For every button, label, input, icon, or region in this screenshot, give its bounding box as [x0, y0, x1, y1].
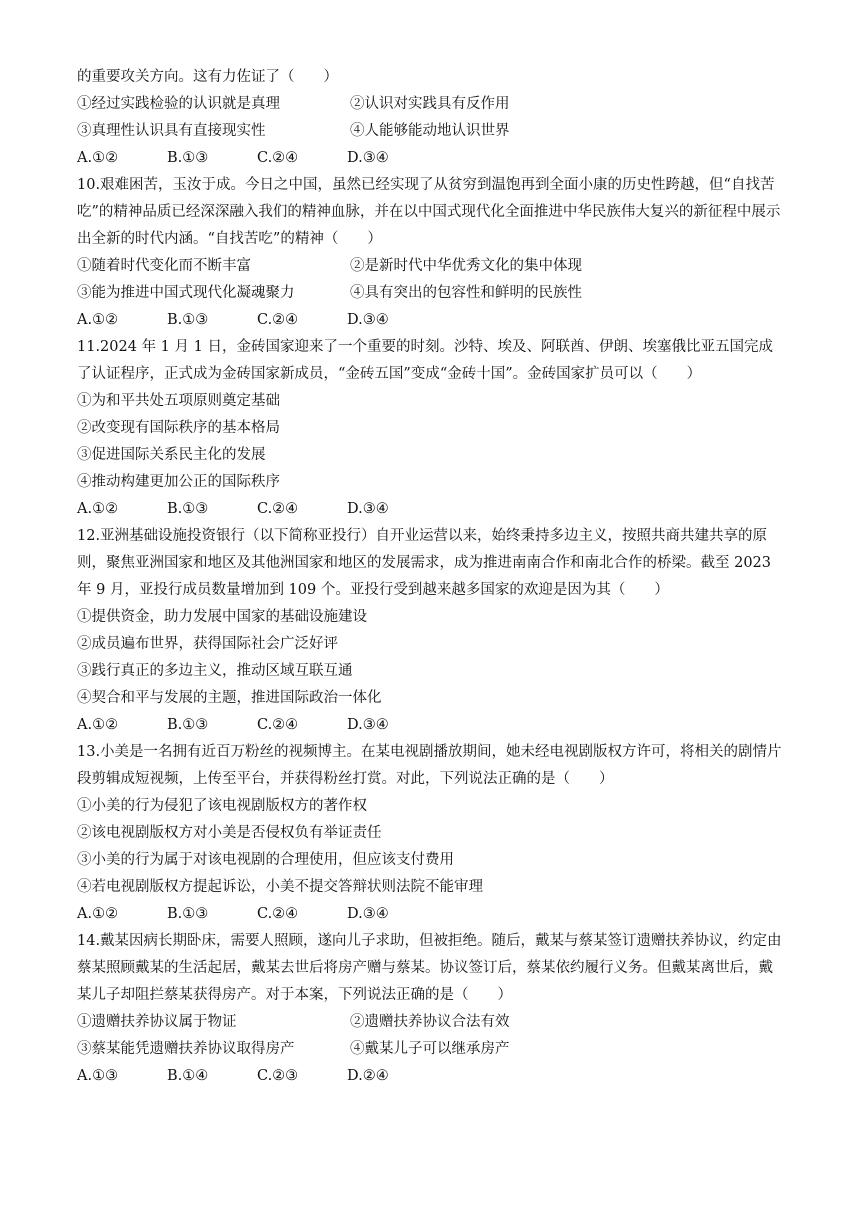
question-12	[77, 523, 787, 739]
option-4: ④若电视剧版权方提起诉讼，小美不提交答辩状则法院不能审理	[77, 879, 483, 895]
question-stem: 12.亚洲基础设施投资银行（以下简称亚投行）自开业运营以来，始终秉持多边主义，按照共商共建共享的原则，聚焦亚洲国家和地区及其他洲国家和地区的发展需求，成为推进南南合作和南北合作的桥梁。截至 2023 年 9 月，亚投行成员数量增加到 109 个。亚投行受到越来越多国家的欢迎是因为其（ ）	[77, 528, 772, 598]
answer-c: C.②④	[257, 717, 299, 733]
question-9	[77, 64, 787, 172]
question-14	[77, 928, 787, 1090]
answer-d: D.③④	[347, 312, 389, 328]
answer-a: A.①③	[77, 1068, 119, 1084]
answer-c: C.②④	[257, 501, 299, 517]
answer-b: B.①③	[167, 312, 209, 328]
option-4: ④具有突出的包容性和鲜明的民族性	[350, 285, 582, 301]
option-3: ③真理性认识具有直接现实性	[77, 123, 266, 139]
option-list	[77, 91, 787, 145]
answer-d: D.③④	[347, 717, 389, 733]
answer-choices	[77, 496, 787, 523]
answer-a: A.①②	[77, 312, 119, 328]
option-list	[77, 388, 787, 496]
question-13	[77, 739, 787, 928]
answer-choices	[77, 307, 787, 334]
option-4: ④人能够能动地认识世界	[350, 123, 510, 139]
answer-b: B.①③	[167, 717, 209, 733]
option-1: ①为和平共处五项原则奠定基础	[77, 393, 280, 409]
answer-b: B.①③	[167, 150, 209, 166]
answer-choices	[77, 901, 787, 928]
answer-a: A.①②	[77, 501, 119, 517]
answer-d: D.③④	[347, 150, 389, 166]
question-stem: 的重要攻关方向。这有力佐证了（ ）	[77, 69, 338, 85]
option-2: ②认识对实践具有反作用	[350, 96, 510, 112]
question-stem: 13.小美是一名拥有近百万粉丝的视频博主。在某电视剧播放期间，她未经电视剧版权方许可，将相关的剧情片段剪辑成短视频，上传至平台，并获得粉丝打赏。对此，下列说法正确的是（ ）	[77, 744, 782, 787]
option-1: ①遗赠扶养协议属于物证	[77, 1014, 237, 1030]
option-2: ②遗赠扶养协议合法有效	[350, 1014, 510, 1030]
answer-a: A.①②	[77, 150, 119, 166]
answer-b: B.①③	[167, 501, 209, 517]
answer-a: A.①②	[77, 906, 119, 922]
option-1: ①小美的行为侵犯了该电视剧版权方的著作权	[77, 798, 367, 814]
option-3: ③蔡某能凭遗赠扶养协议取得房产	[77, 1041, 295, 1057]
question-10	[77, 172, 787, 334]
answer-choices	[77, 145, 787, 172]
answer-choices	[77, 1063, 787, 1090]
answer-c: C.②④	[257, 312, 299, 328]
option-3: ③小美的行为属于对该电视剧的合理使用，但应该支付费用	[77, 852, 454, 868]
option-4: ④契合和平与发展的主题，推进国际政治一体化	[77, 690, 382, 706]
question-stem: 11.2024 年 1 月 1 日，金砖国家迎来了一个重要的时刻。沙特、埃及、阿联酋、伊朗、埃塞俄比亚五国完成了认证程序，正式成为金砖国家新成员，“金砖五国”变成“金砖十国”。金砖国家扩员可以（ ）	[77, 339, 773, 382]
answer-c: C.②④	[257, 150, 299, 166]
answer-b: B.①③	[167, 906, 209, 922]
option-list	[77, 1009, 787, 1063]
option-4: ④推动构建更加公正的国际秩序	[77, 474, 280, 490]
option-3: ③能为推进中国式现代化凝魂聚力	[77, 285, 295, 301]
option-list	[77, 604, 787, 712]
option-2: ②改变现有国际秩序的基本格局	[77, 420, 280, 436]
question-stem: 14.戴某因病长期卧床，需要人照顾，遂向儿子求助，但被拒绝。随后，戴某与蔡某签订遗赠扶养协议，约定由蔡某照顾戴某的生活起居，戴某去世后将房产赠与蔡某。协议签订后，蔡某依约履行义务。但戴某离世后，戴某儿子却阻拦蔡某获得房产。对于本案，下列说法正确的是（ ）	[77, 933, 782, 1003]
option-4: ④戴某儿子可以继承房产	[350, 1041, 510, 1057]
option-3: ③践行真正的多边主义，推动区域互联互通	[77, 663, 353, 679]
answer-c: C.②④	[257, 906, 299, 922]
option-2: ②该电视剧版权方对小美是否侵权负有举证责任	[77, 825, 382, 841]
option-list	[77, 793, 787, 901]
question-stem: 10.艰难困苦，玉汝于成。今日之中国，虽然已经实现了从贫穷到温饱再到全面小康的历史性跨越，但“自找苦吃”的精神品质已经深深融入我们的精神血脉，并在以中国式现代化全面推进中华民族伟大复兴的新征程中展示出全新的时代内涵。“自找苦吃”的精神（ ）	[77, 177, 781, 247]
answer-d: D.③④	[347, 906, 389, 922]
answer-choices	[77, 712, 787, 739]
option-1: ①随着时代变化而不断丰富	[77, 258, 251, 274]
answer-a: A.①②	[77, 717, 119, 733]
answer-d: D.②④	[347, 1068, 389, 1084]
option-1: ①经过实践检验的认识就是真理	[77, 96, 280, 112]
option-1: ①提供资金，助力发展中国家的基础设施建设	[77, 609, 367, 625]
answer-d: D.③④	[347, 501, 389, 517]
answer-c: C.②③	[257, 1068, 299, 1084]
option-2: ②成员遍布世界，获得国际社会广泛好评	[77, 636, 338, 652]
exam-page	[77, 64, 787, 1090]
option-3: ③促进国际关系民主化的发展	[77, 447, 266, 463]
option-2: ②是新时代中华优秀文化的集中体现	[350, 258, 582, 274]
answer-b: B.①④	[167, 1068, 209, 1084]
option-list	[77, 253, 787, 307]
question-11	[77, 334, 787, 523]
